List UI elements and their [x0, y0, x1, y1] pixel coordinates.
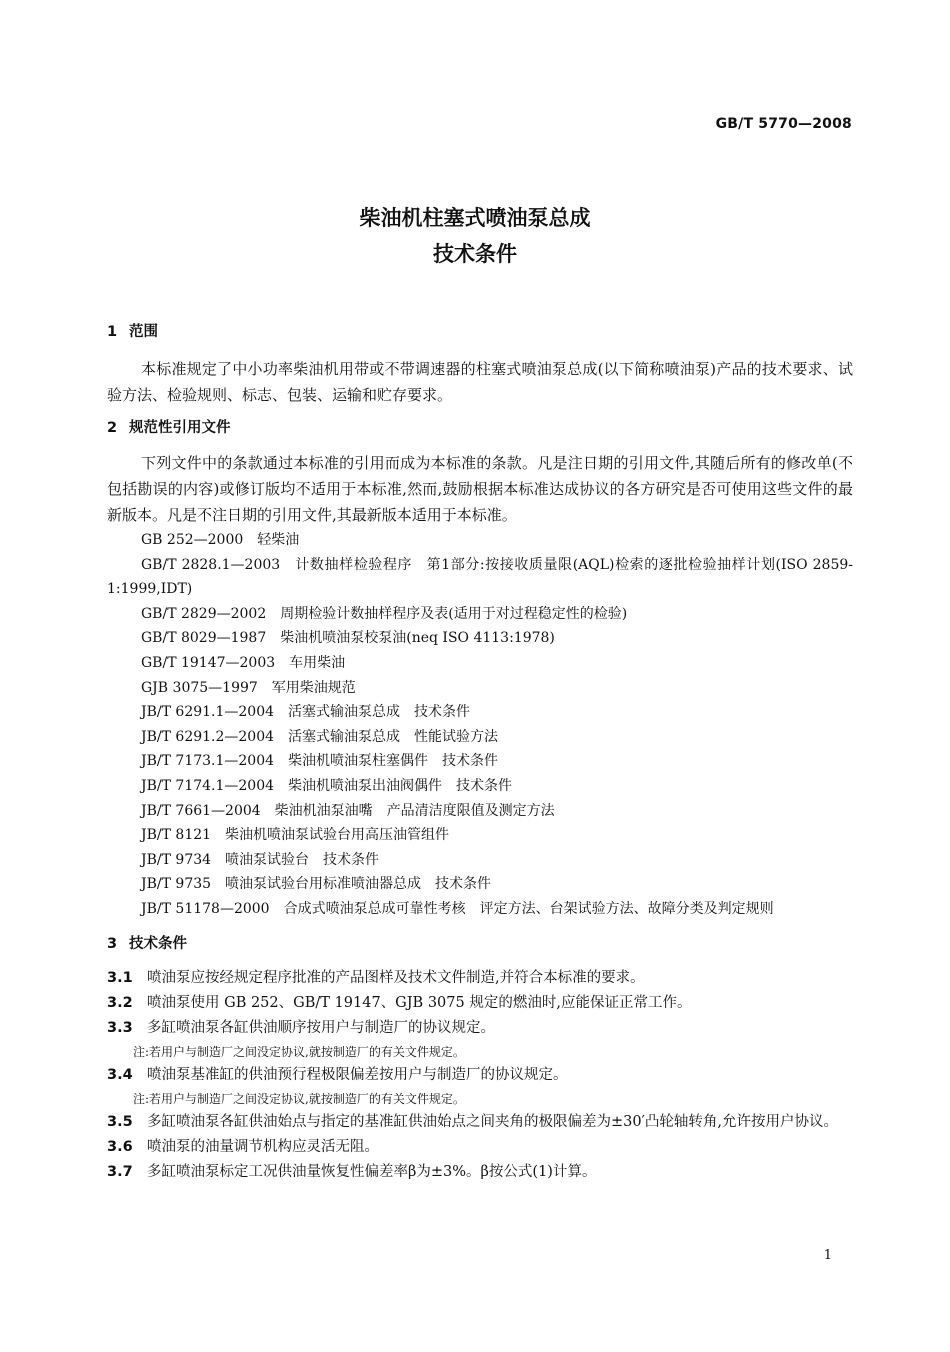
document-title: 柴油机柱塞式喷油泵总成 [359, 206, 591, 230]
reference-item: JB/T 7174.1—2004 柴油机喷油泵出油阀偶件 技术条件 [141, 777, 513, 794]
clause-number: 3.7 [107, 1163, 133, 1180]
section-title: 范围 [129, 324, 158, 340]
document-body [107, 320, 853, 1185]
clause-number: 3.5 [107, 1113, 133, 1130]
reference-item: GB/T 2829—2002 周期检验计数抽样程序及表(适用于对过程稳定性的检验) [141, 605, 628, 622]
reference-item: GB/T 19147—2003 车用柴油 [141, 654, 346, 671]
reference-item: GB/T 8029—1987 柴油机喷油泵校泵油(neq ISO 4113:1978) [141, 630, 555, 647]
section-heading-technical-conditions [107, 932, 853, 958]
standard-number: GB/T 5770—2008 [715, 116, 852, 132]
reference-item: JB/T 9734 喷油泵试验台 技术条件 [141, 851, 380, 868]
reference-item: JB/T 9735 喷油泵试验台用标准喷油器总成 技术条件 [141, 876, 492, 893]
clause-text: 喷油泵应按经规定程序批准的产品图样及技术文件制造,并符合本标准的要求。 [147, 969, 645, 986]
reference-item: GJB 3075—1997 军用柴油规范 [141, 679, 356, 696]
reference-item: JB/T 6291.2—2004 活塞式输油泵总成 性能试验方法 [141, 728, 499, 745]
clause-number: 3.6 [107, 1138, 133, 1155]
clause-text: 多缸喷油泵标定工况供油量恢复性偏差率β为±3%。β按公式(1)计算。 [147, 1163, 597, 1180]
document-subtitle: 技术条件 [433, 242, 517, 266]
section-title: 规范性引用文件 [129, 420, 231, 436]
reference-item: JB/T 7173.1—2004 柴油机喷油泵柱塞偶件 技术条件 [141, 753, 499, 770]
reference-item: JB/T 8121 柴油机喷油泵试验台用高压油管组件 [141, 827, 450, 844]
section-heading-scope [107, 320, 853, 346]
clause-number: 3.2 [107, 994, 133, 1011]
note-3-4: 注:若用户与制造厂之间没定协议,就按制造厂的有关文件规定。 [133, 1091, 465, 1106]
section-title: 技术条件 [129, 935, 187, 952]
section-heading-normative-references [107, 416, 853, 442]
section-number: 2 [107, 420, 118, 436]
reference-item: GB/T 2828.1—2003 计数抽样检验程序 第1部分:按接收质量限(AQL)检索的逐批检验抽样计划(ISO 2859-1:1999,IDT) [107, 556, 853, 598]
reference-item: JB/T 6291.1—2004 活塞式输油泵总成 技术条件 [141, 704, 471, 721]
scope-paragraph: 本标准规定了中小功率柴油机用带或不带调速器的柱塞式喷油泵总成(以下简称喷油泵)产品的技术要求、试验方法、检验规则、标志、包装、运输和贮存要求。 [107, 360, 853, 404]
clause-number: 3.1 [107, 969, 133, 986]
clause-3-2 [107, 991, 853, 1016]
clause-text: 喷油泵使用 GB 252、GB/T 19147、GJB 3075 规定的燃油时,应能保证正常工作。 [147, 994, 692, 1011]
section-number: 1 [107, 324, 118, 340]
clause-3-6 [107, 1135, 853, 1160]
clause-text: 喷油泵基准缸的供油预行程极限偏差按用户与制造厂的协议规定。 [147, 1066, 568, 1083]
clause-number: 3.4 [107, 1066, 133, 1083]
reference-item: JB/T 7661—2004 柴油机油泵油嘴 产品清洁度限值及测定方法 [141, 802, 555, 819]
clause-3-3 [107, 1016, 853, 1041]
clause-number: 3.3 [107, 1019, 133, 1036]
references-paragraph: 下列文件中的条款通过本标准的引用而成为本标准的条款。凡是注日期的引用文件,其随后所有的修改单(不包括勘误的内容)或修订版均不适用于本标准,然而,鼓励根据本标准达成协议的各方研究是否可使用这些文件的最新版本。凡是不注日期的引用文件,其最新版本适用于本标准。 [107, 454, 853, 524]
clause-3-5 [107, 1110, 853, 1135]
clause-3-1 [107, 966, 853, 991]
clause-text: 多缸喷油泵各缸供油始点与指定的基准缸供油始点之间夹角的极限偏差为±30′凸轮轴转角,允许按用户协议。 [147, 1113, 838, 1130]
clause-3-4 [107, 1063, 853, 1088]
clause-text: 多缸喷油泵各缸供油顺序按用户与制造厂的协议规定。 [147, 1019, 495, 1036]
reference-item: JB/T 51178—2000 合成式喷油泵总成可靠性考核 评定方法、台架试验方法、故障分类及判定规则 [141, 900, 774, 917]
note-3-3: 注:若用户与制造厂之间没定协议,就按制造厂的有关文件规定。 [133, 1044, 465, 1059]
clause-3-7 [107, 1160, 853, 1185]
clause-text: 喷油泵的油量调节机构应灵活无阻。 [147, 1138, 379, 1155]
page-number: 1 [823, 1248, 832, 1263]
section-number: 3 [107, 935, 118, 952]
reference-item: GB 252—2000 轻柴油 [141, 532, 300, 548]
